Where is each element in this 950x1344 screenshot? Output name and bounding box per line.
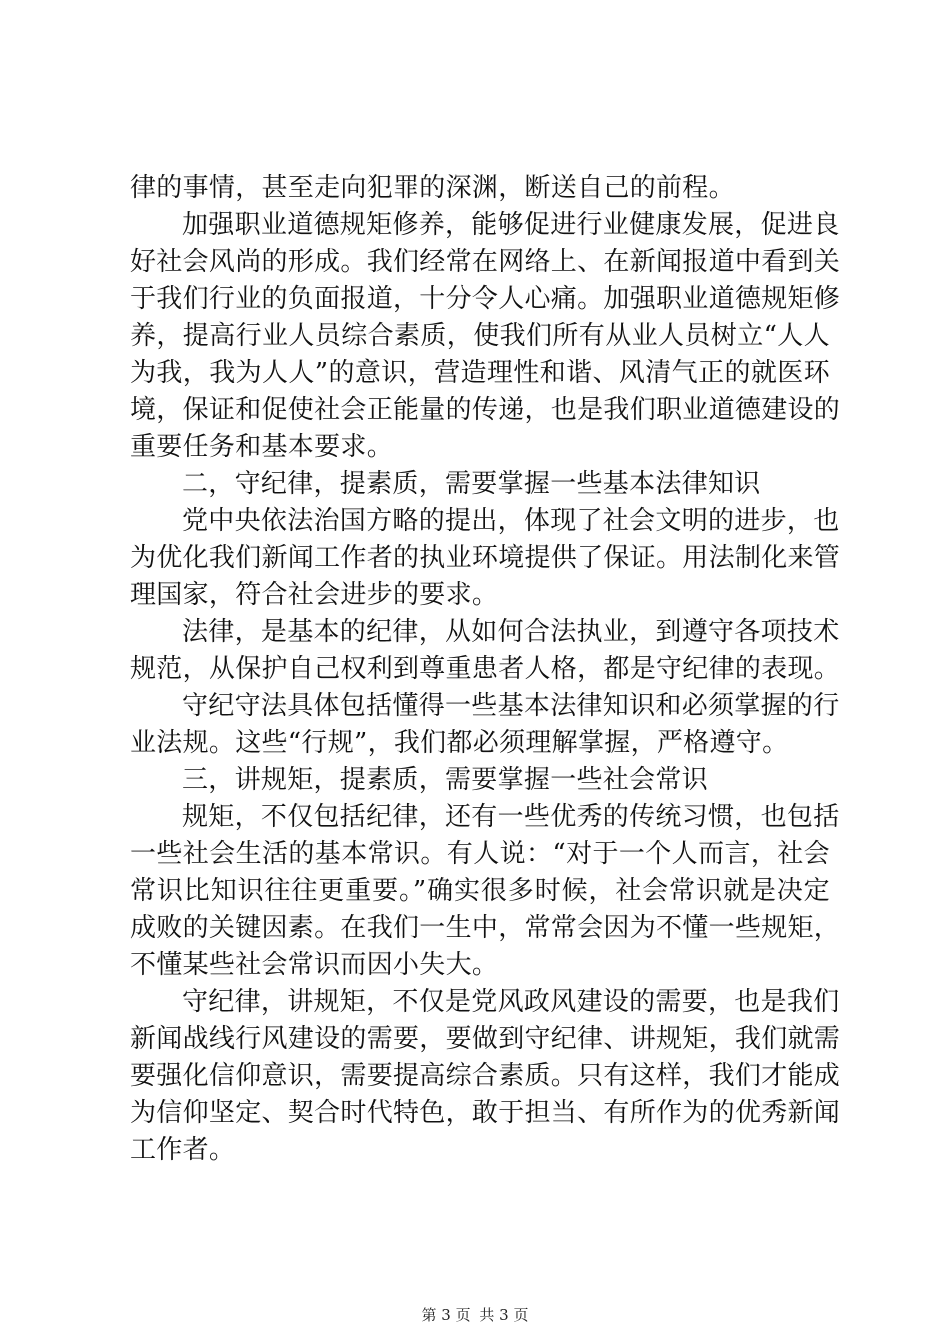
text-line: 守纪律，讲规矩，不仅是党风政风建设的需要，也是我们 [182, 987, 840, 1017]
text-line: 律的事情，甚至走向犯罪的深渊，断送自己的前程。 [130, 173, 735, 203]
page-number: 第 3 页 [421, 1306, 471, 1324]
page-footer [0, 1305, 950, 1325]
text-line: 成败的关键因素。在我们一生中，常常会因为不懂一些规矩， [130, 913, 841, 943]
text-line: 为信仰坚定、契合时代特色，敢于担当、有所作为的优秀新闻 [130, 1098, 841, 1128]
text-line: 一些社会生活的基本常识。有人说：“对于一个人而言，社会 [130, 839, 830, 869]
text-line: 工作者。 [130, 1135, 236, 1165]
text-line: 不懂某些社会常识而因小失大。 [130, 950, 499, 980]
text-line: 要强化信仰意识，需要提高综合素质。只有这样，我们才能成 [130, 1061, 841, 1091]
text-line: 常识比知识往往更重要。”确实很多时候，社会常识就是决定 [130, 876, 830, 906]
text-line: 养，提高行业人员综合素质，使我们所有从业人员树立“人人 [130, 321, 830, 351]
text-line: 党中央依法治国方略的提出，体现了社会文明的进步，也 [182, 506, 840, 536]
page-total: 共 3 页 [479, 1306, 529, 1324]
text-line: 业法规。这些“行规”，我们都必须理解掌握，严格遵守。 [130, 728, 789, 758]
text-line: 重要任务和基本要求。 [130, 432, 394, 462]
text-line: 规范，从保护自己权利到尊重患者人格，都是守纪律的表现。 [130, 654, 841, 684]
text-line: 守纪守法具体包括懂得一些基本法律知识和必须掌握的行 [182, 691, 840, 721]
text-line: 规矩，不仅包括纪律，还有一些优秀的传统习惯，也包括 [182, 802, 840, 832]
section-heading: 三，讲规矩，提素质，需要掌握一些社会常识 [182, 765, 709, 795]
text-line: 境，保证和促使社会正能量的传递，也是我们职业道德建设的 [130, 395, 841, 425]
text-line: 为优化我们新闻工作者的执业环境提供了保证。用法制化来管 [130, 543, 841, 573]
text-line: 法律，是基本的纪律，从如何合法执业，到遵守各项技术 [182, 617, 840, 647]
text-line: 于我们行业的负面报道，十分令人心痛。加强职业道德规矩修 [130, 284, 841, 314]
text-line: 好社会风尚的形成。我们经常在网络上、在新闻报道中看到关 [130, 247, 841, 277]
text-line: 为我，我为人人”的意识，营造理性和谐、风清气正的就医环 [130, 358, 830, 388]
text-line: 理国家，符合社会进步的要求。 [130, 580, 499, 610]
text-line: 新闻战线行风建设的需要，要做到守纪律、讲规矩，我们就需 [130, 1024, 841, 1054]
section-heading: 二，守纪律，提素质，需要掌握一些基本法律知识 [182, 469, 761, 499]
text-line: 加强职业道德规矩修养，能够促进行业健康发展，促进良 [182, 210, 840, 240]
